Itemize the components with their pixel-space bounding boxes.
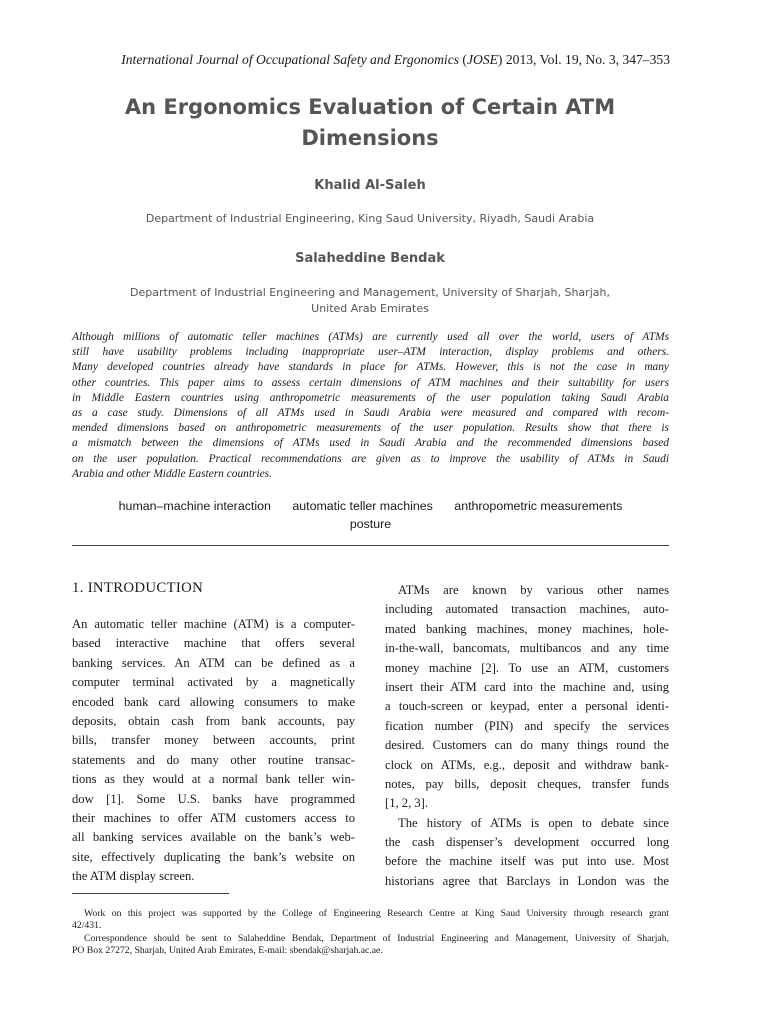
body-line: tions as they would at a normal bank teller win- <box>72 772 355 787</box>
body-line: deposits, obtain cash from bank accounts, pay <box>72 713 355 728</box>
body-line: including automated transaction machines, auto- <box>385 602 669 617</box>
body-line: computer terminal activated by a magnetically <box>72 675 355 690</box>
body-line: dow [1]. Some U.S. banks have programmed <box>72 791 355 806</box>
footnotes <box>72 908 669 958</box>
body-line: desired. Customers can do many things round the <box>385 738 669 753</box>
affiliation-line: Department of Industrial Engineering and Management, University of Sharjah, Sharjah, <box>130 286 610 299</box>
title-line: Dimensions <box>301 126 439 150</box>
body-line: insert their ATM card into the machine and, using <box>385 679 669 694</box>
affiliation-line: Department of Industrial Engineering, King Saud University, Riyadh, Saudi Arabia <box>145 212 595 225</box>
body-column-right <box>385 581 669 891</box>
abstract-line: other countries. This paper aims to assess certain dimensions of ATM machines and their suitability for users <box>72 376 669 389</box>
body-line: encoded bank card allowing consumers to make <box>72 694 355 709</box>
body-line: An automatic teller machine (ATM) is a computer- <box>72 617 355 631</box>
body-line: before the machine itself was put into use. Most <box>385 854 669 869</box>
author-name: Salaheddine Bendak <box>295 251 445 266</box>
body-line: based interactive machine that offers several <box>72 636 355 651</box>
footnote-line: Work on this project was supported by the College of Engineering Research Centre at King Saud University through research grant <box>84 908 669 919</box>
abstract-line: on the user population. Practical recommendations are given as to improve the usability of ATMs in Saudi <box>72 452 669 465</box>
affiliation-line: United Arab Emirates <box>311 302 429 315</box>
author-affiliation <box>92 211 648 227</box>
keywords <box>72 497 669 533</box>
body-line: all banking services available on the bank’s web- <box>72 830 355 845</box>
footnote-line: 42/431. <box>72 920 102 932</box>
abstract-line: still have usability problems including inappropriate user–ATM interaction, display problems and others. <box>72 346 669 359</box>
body-line: their machines to offer ATM customers access to <box>72 810 355 825</box>
footnote-line: Correspondence should be sent to Salaheddine Bendak, Department of Industrial Engineering and Management, University of Sharjah, <box>84 932 669 944</box>
abstract <box>72 330 669 482</box>
body-line: fication number (PIN) and specify the services <box>385 718 669 733</box>
section-heading: 1. INTRODUCTION <box>72 580 204 596</box>
journal-abbr-open: ( <box>459 52 467 67</box>
body-line: [1, 2, 3]. <box>385 796 429 811</box>
body-line: money machine [2]. To use an ATM, customers <box>385 660 669 675</box>
body-column-left <box>72 615 355 886</box>
keyword: automatic teller machines <box>292 499 433 513</box>
journal-citation <box>72 52 670 68</box>
author-affiliation <box>92 285 648 317</box>
author-name: Khalid Al-Saleh <box>314 178 426 193</box>
abstract-line: as a case study. Dimensions of all ATMs used in Saudi Arabia were measured and compared with recom- <box>72 406 669 419</box>
body-line: clock on ATMs, e.g., deposit and withdraw bank- <box>385 757 669 772</box>
body-line: notes, pay bills, deposit cheques, transfer funds <box>385 776 669 791</box>
abstract-line: Many developed countries already have standards in place for ATMs. However, this is not the case in many <box>72 361 669 374</box>
title-line: An Ergonomics Evaluation of Certain ATM <box>124 95 616 119</box>
keyword: anthropometric measurements <box>454 499 623 513</box>
body-line: a touch-screen or keypad, enter a personal identi- <box>385 699 669 714</box>
abstract-line: in Middle Eastern countries using anthropometric measurements of the user population taking Saudi Arabia <box>72 391 669 404</box>
journal-abbr: JOSE <box>466 52 498 67</box>
body-line: banking services. An ATM can be defined as a <box>72 655 355 670</box>
body-line: in-the-wall, bancomats, multibancos and any time <box>385 641 669 656</box>
body-line: The history of ATMs is open to debate since <box>398 815 669 830</box>
body-line: statements and do many other routine transac- <box>72 752 355 767</box>
abstract-divider <box>72 545 669 546</box>
abstract-line: mended dimensions based on anthropometric measurements of the user population. Results show that there is <box>72 422 669 435</box>
keyword: human–machine interaction <box>118 499 271 513</box>
body-line: site, effectively duplicating the bank’s website on <box>72 849 355 864</box>
paper-title <box>80 92 660 154</box>
journal-name: International Journal of Occupational Safety and Ergonomics <box>121 52 460 67</box>
abstract-line: Although millions of automatic teller machines (ATMs) are currently used all over the world, users of ATMs <box>72 331 669 343</box>
journal-details: ) 2013, Vol. 19, No. 3, 347–353 <box>497 52 670 67</box>
body-line: the ATM display screen. <box>72 869 195 884</box>
body-line: mated banking machines, money machines, hole- <box>385 621 669 636</box>
footnote-line: PO Box 27272, Sharjah, United Arab Emirates, E-mail: sbendak@sharjah.ac.ae. <box>72 945 383 957</box>
footnote-divider <box>72 893 229 894</box>
body-line: ATMs are known by various other names <box>398 583 669 597</box>
body-line: the cash dispenser’s development occurred long <box>385 835 669 850</box>
abstract-line: a mismatch between the dimensions of ATMs used in Saudi Arabia and the recommended dimensions based <box>72 437 669 450</box>
body-line: historians agree that Barclays in London was the <box>385 873 669 888</box>
abstract-line: Arabia and other Middle Eastern countries. <box>72 467 272 480</box>
body-line: bills, transfer money between accounts, print <box>72 733 355 748</box>
keyword: posture <box>349 517 392 531</box>
